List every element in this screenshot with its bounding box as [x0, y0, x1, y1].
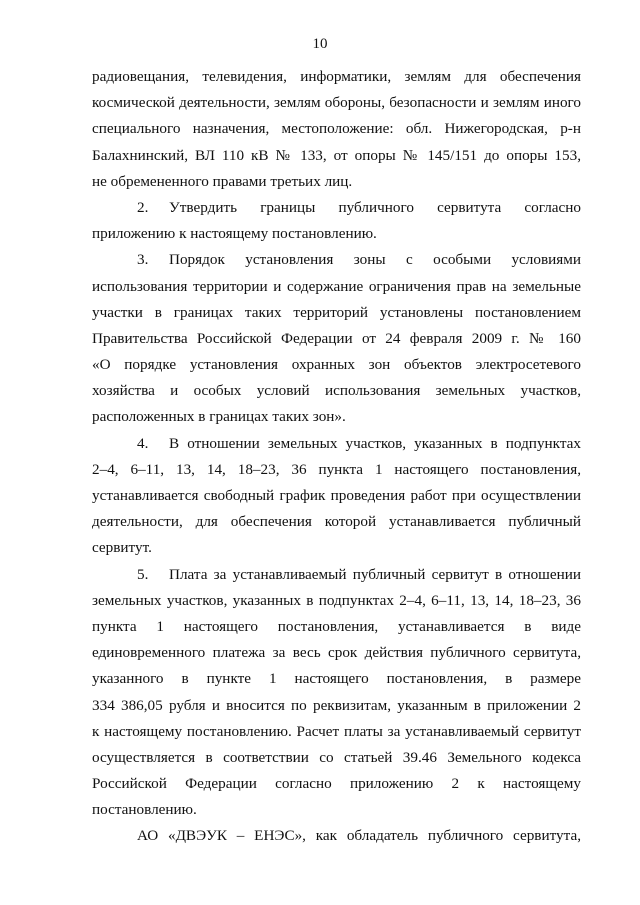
- paragraph-number: 5.: [137, 565, 149, 583]
- paragraph-number: 2.: [137, 198, 149, 216]
- text-line: сервитут.: [92, 539, 152, 557]
- text-line: участки в границах таких территорий установлены постановлением: [92, 303, 581, 321]
- text-line-content: Порядок установления зоны с особыми условиями: [169, 251, 581, 269]
- text-line-first: [92, 195, 581, 221]
- text-line: устанавливается свободный график проведения работ при осуществлении: [92, 487, 581, 504]
- text-line: хозяйства и особых условий использования земельных участков,: [92, 382, 581, 400]
- paragraph-1-continuation: [92, 64, 581, 195]
- text-line: АО «ДВЭУК – ЕНЭС», как обладатель публичного сервитута,: [137, 827, 581, 845]
- text-line: расположенных в границах таких зон».: [92, 408, 346, 426]
- text-line: постановлению.: [92, 801, 197, 819]
- text-line: специального назначения, местоположение: обл. Нижегородская, р-н: [92, 120, 581, 138]
- text-line: использования территории и содержание ограничения прав на земельные: [92, 277, 581, 295]
- text-line: Балахнинский, ВЛ 110 кВ № 133, от опоры № 145/151 до опоры 153,: [92, 146, 581, 164]
- paragraph-3: [92, 247, 581, 430]
- text-line: деятельности, для обеспечения которой устанавливается публичный: [92, 513, 581, 531]
- text-line: не обремененного правами третьих лиц.: [92, 172, 353, 190]
- text-line: 334 386,05 рубля и вносится по реквизитам, указанным в приложении 2: [92, 696, 581, 714]
- document-body: [92, 64, 581, 850]
- text-line: космической деятельности, землям обороны, безопасности и землям иного: [92, 94, 581, 112]
- paragraph-number: 4.: [137, 434, 149, 452]
- text-line: единовременного платежа за весь срок действия публичного сервитута,: [92, 644, 581, 662]
- text-line: осуществляется в соответствии со статьей 39.46 Земельного кодекса: [92, 748, 581, 766]
- text-line-content: Утвердить границы публичного сервитута согласно: [169, 198, 581, 216]
- text-line-first: [92, 247, 581, 273]
- page-number: 10: [312, 36, 328, 52]
- text-line-content: В отношении земельных участков, указанных в подпунктах: [169, 434, 581, 452]
- text-line-first: [92, 431, 581, 457]
- text-line: радиовещания, телевидения, информатики, землям для обеспечения: [92, 68, 581, 85]
- text-line-content: Плата за устанавливаемый публичный сервитут в отношении: [169, 565, 581, 583]
- paragraph-2: [92, 195, 581, 247]
- text-line: «О порядке установления охранных зон объектов электросетевого: [92, 356, 581, 374]
- text-line: пункта 1 настоящего постановления, устанавливается в виде: [92, 617, 581, 635]
- text-line: указанного в пункте 1 настоящего постановления, в размере: [92, 670, 581, 688]
- paragraph-6: [92, 823, 581, 849]
- text-line-first: [92, 562, 581, 588]
- paragraph-4: [92, 431, 581, 562]
- text-line: 2–4, 6–11, 13, 14, 18–23, 36 пункта 1 настоящего постановления,: [92, 460, 581, 478]
- text-line: приложению к настоящему постановлению.: [92, 225, 377, 243]
- text-line: к настоящему постановлению. Расчет платы за устанавливаемый сервитут: [92, 722, 581, 740]
- paragraph-number: 3.: [137, 251, 149, 269]
- text-line: Российской Федерации согласно приложению 2 к настоящему: [92, 775, 581, 793]
- paragraph-5: [92, 562, 581, 824]
- text-line: Правительства Российской Федерации от 24 февраля 2009 г. № 160: [92, 329, 581, 347]
- text-line: земельных участков, указанных в подпунктах 2–4, 6–11, 13, 14, 18–23, 36: [92, 591, 581, 609]
